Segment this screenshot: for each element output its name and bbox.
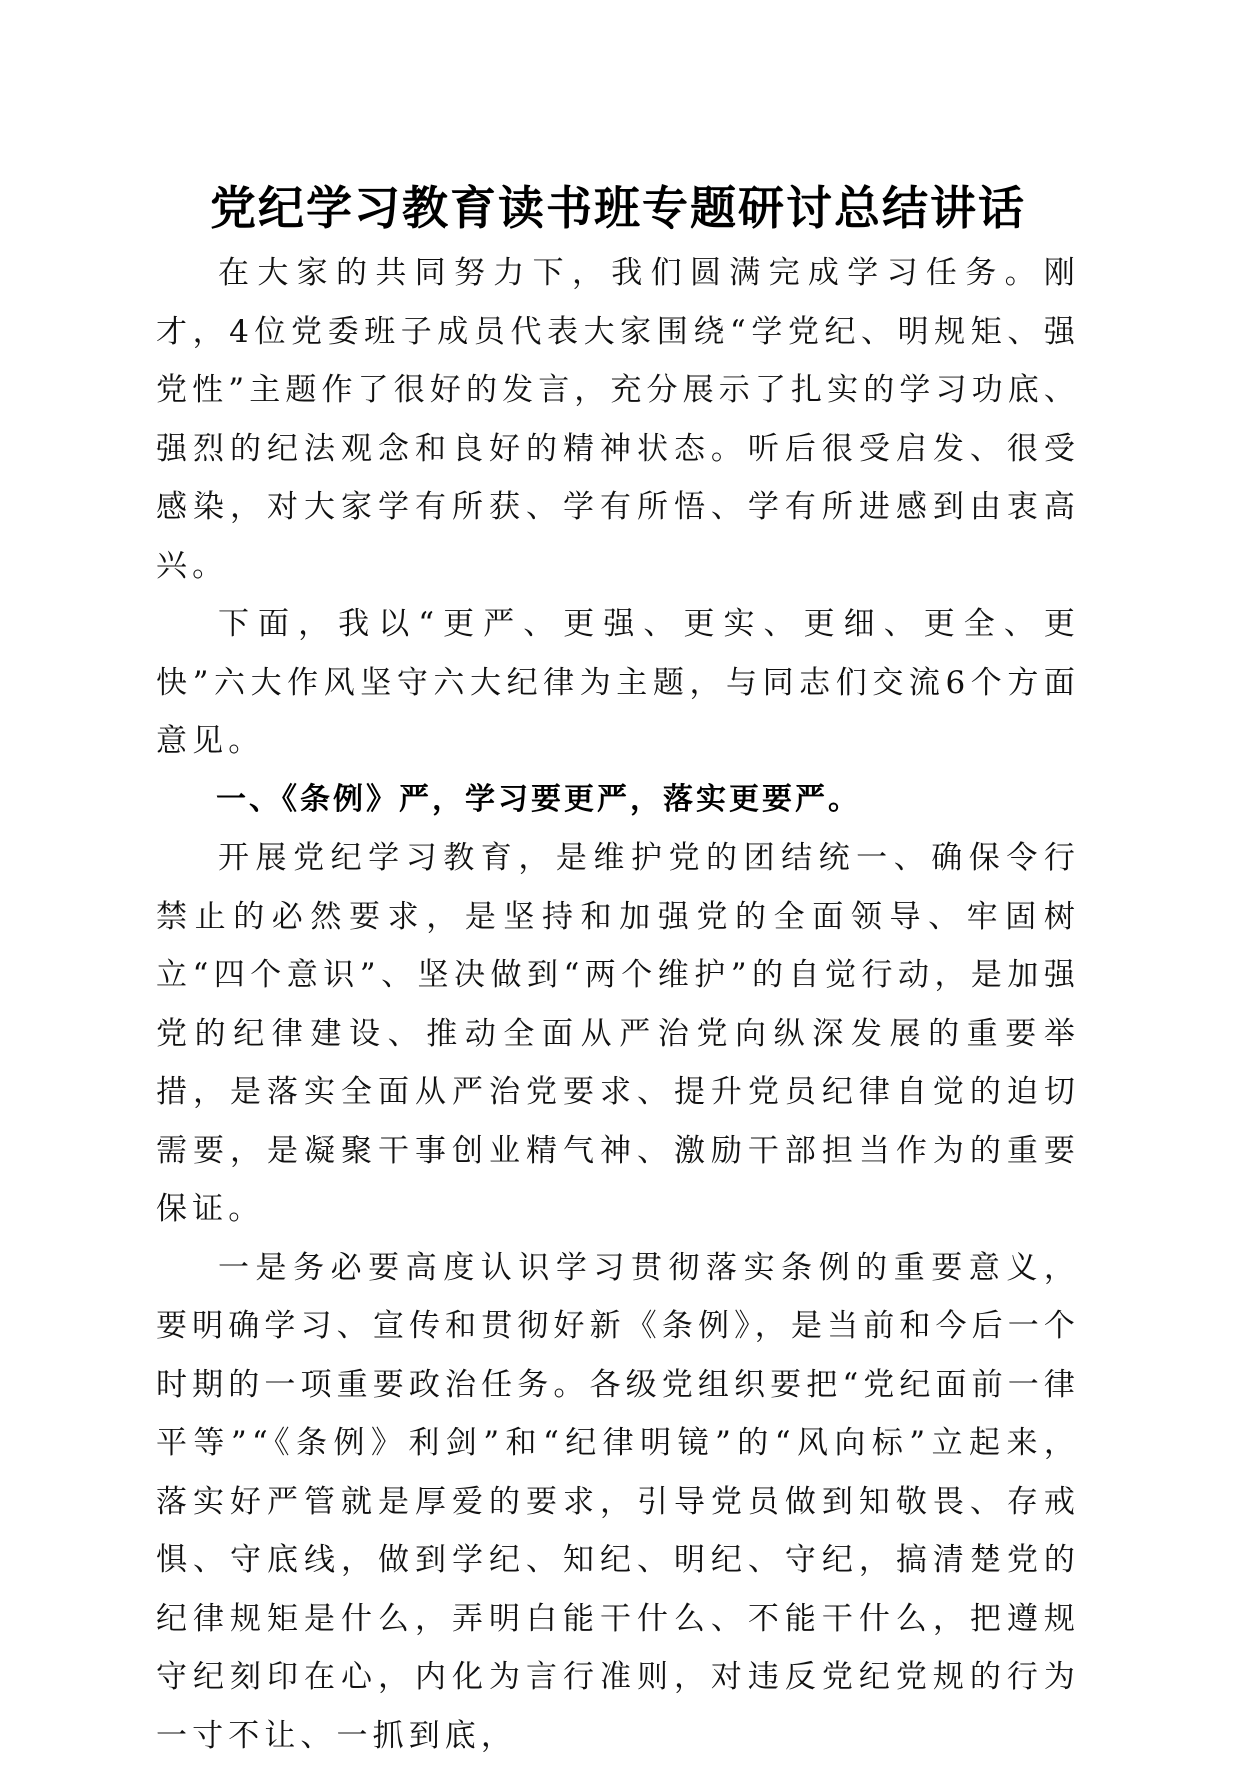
document-body bbox=[156, 178, 1080, 1765]
document-title: 党纪学习教育读书班专题研讨总结讲话 bbox=[156, 178, 1080, 238]
body-paragraph-1: 开展党纪学习教育，是维护党的团结统一、确保令行禁止的必然要求，是坚持和加强党的全面领导、牢固树立“四个意识”、坚决做到“两个维护”的自觉行动，是加强党的纪律建设、推动全面从严治党向纵深发展的重要举措，是落实全面从严治党要求、提升党员纪律自觉的迫切需要，是凝聚干事创业精气神、激励干部担当作为的重要保证。 bbox=[156, 829, 1080, 1239]
topic-intro-paragraph: 下面，我以“更严、更强、更实、更细、更全、更快”六大作风坚守六大纪律为主题，与同志们交流6个方面意见。 bbox=[156, 595, 1080, 771]
opening-paragraph: 在大家的共同努力下，我们圆满完成学习任务。刚才，4位党委班子成员代表大家围绕“学党纪、明规矩、强党性”主题作了很好的发言，充分展示了扎实的学习功底、强烈的纪法观念和良好的精神状态。听后很受启发、很受感染，对大家学有所获、学有所悟、学有所进感到由衷高兴。 bbox=[156, 244, 1080, 595]
body-paragraph-2: 一是务必要高度认识学习贯彻落实条例的重要意义，要明确学习、宣传和贯彻好新《条例》，是当前和今后一个时期的一项重要政治任务。各级党组织要把“党纪面前一律平等”“《条例》利剑”和“纪律明镜”的“风向标”立起来，落实好严管就是厚爱的要求，引导党员做到知敬畏、存戒惧、守底线，做到学纪、知纪、明纪、守纪，搞清楚党的纪律规矩是什么，弄明白能干什么、不能干什么，把遵规守纪刻印在心，内化为言行准则，对违反党纪党规的行为一寸不让、一抓到底， bbox=[156, 1239, 1080, 1765]
section-heading-1: 一、《条例》严，学习要更严，落实更要严。 bbox=[156, 771, 1080, 830]
